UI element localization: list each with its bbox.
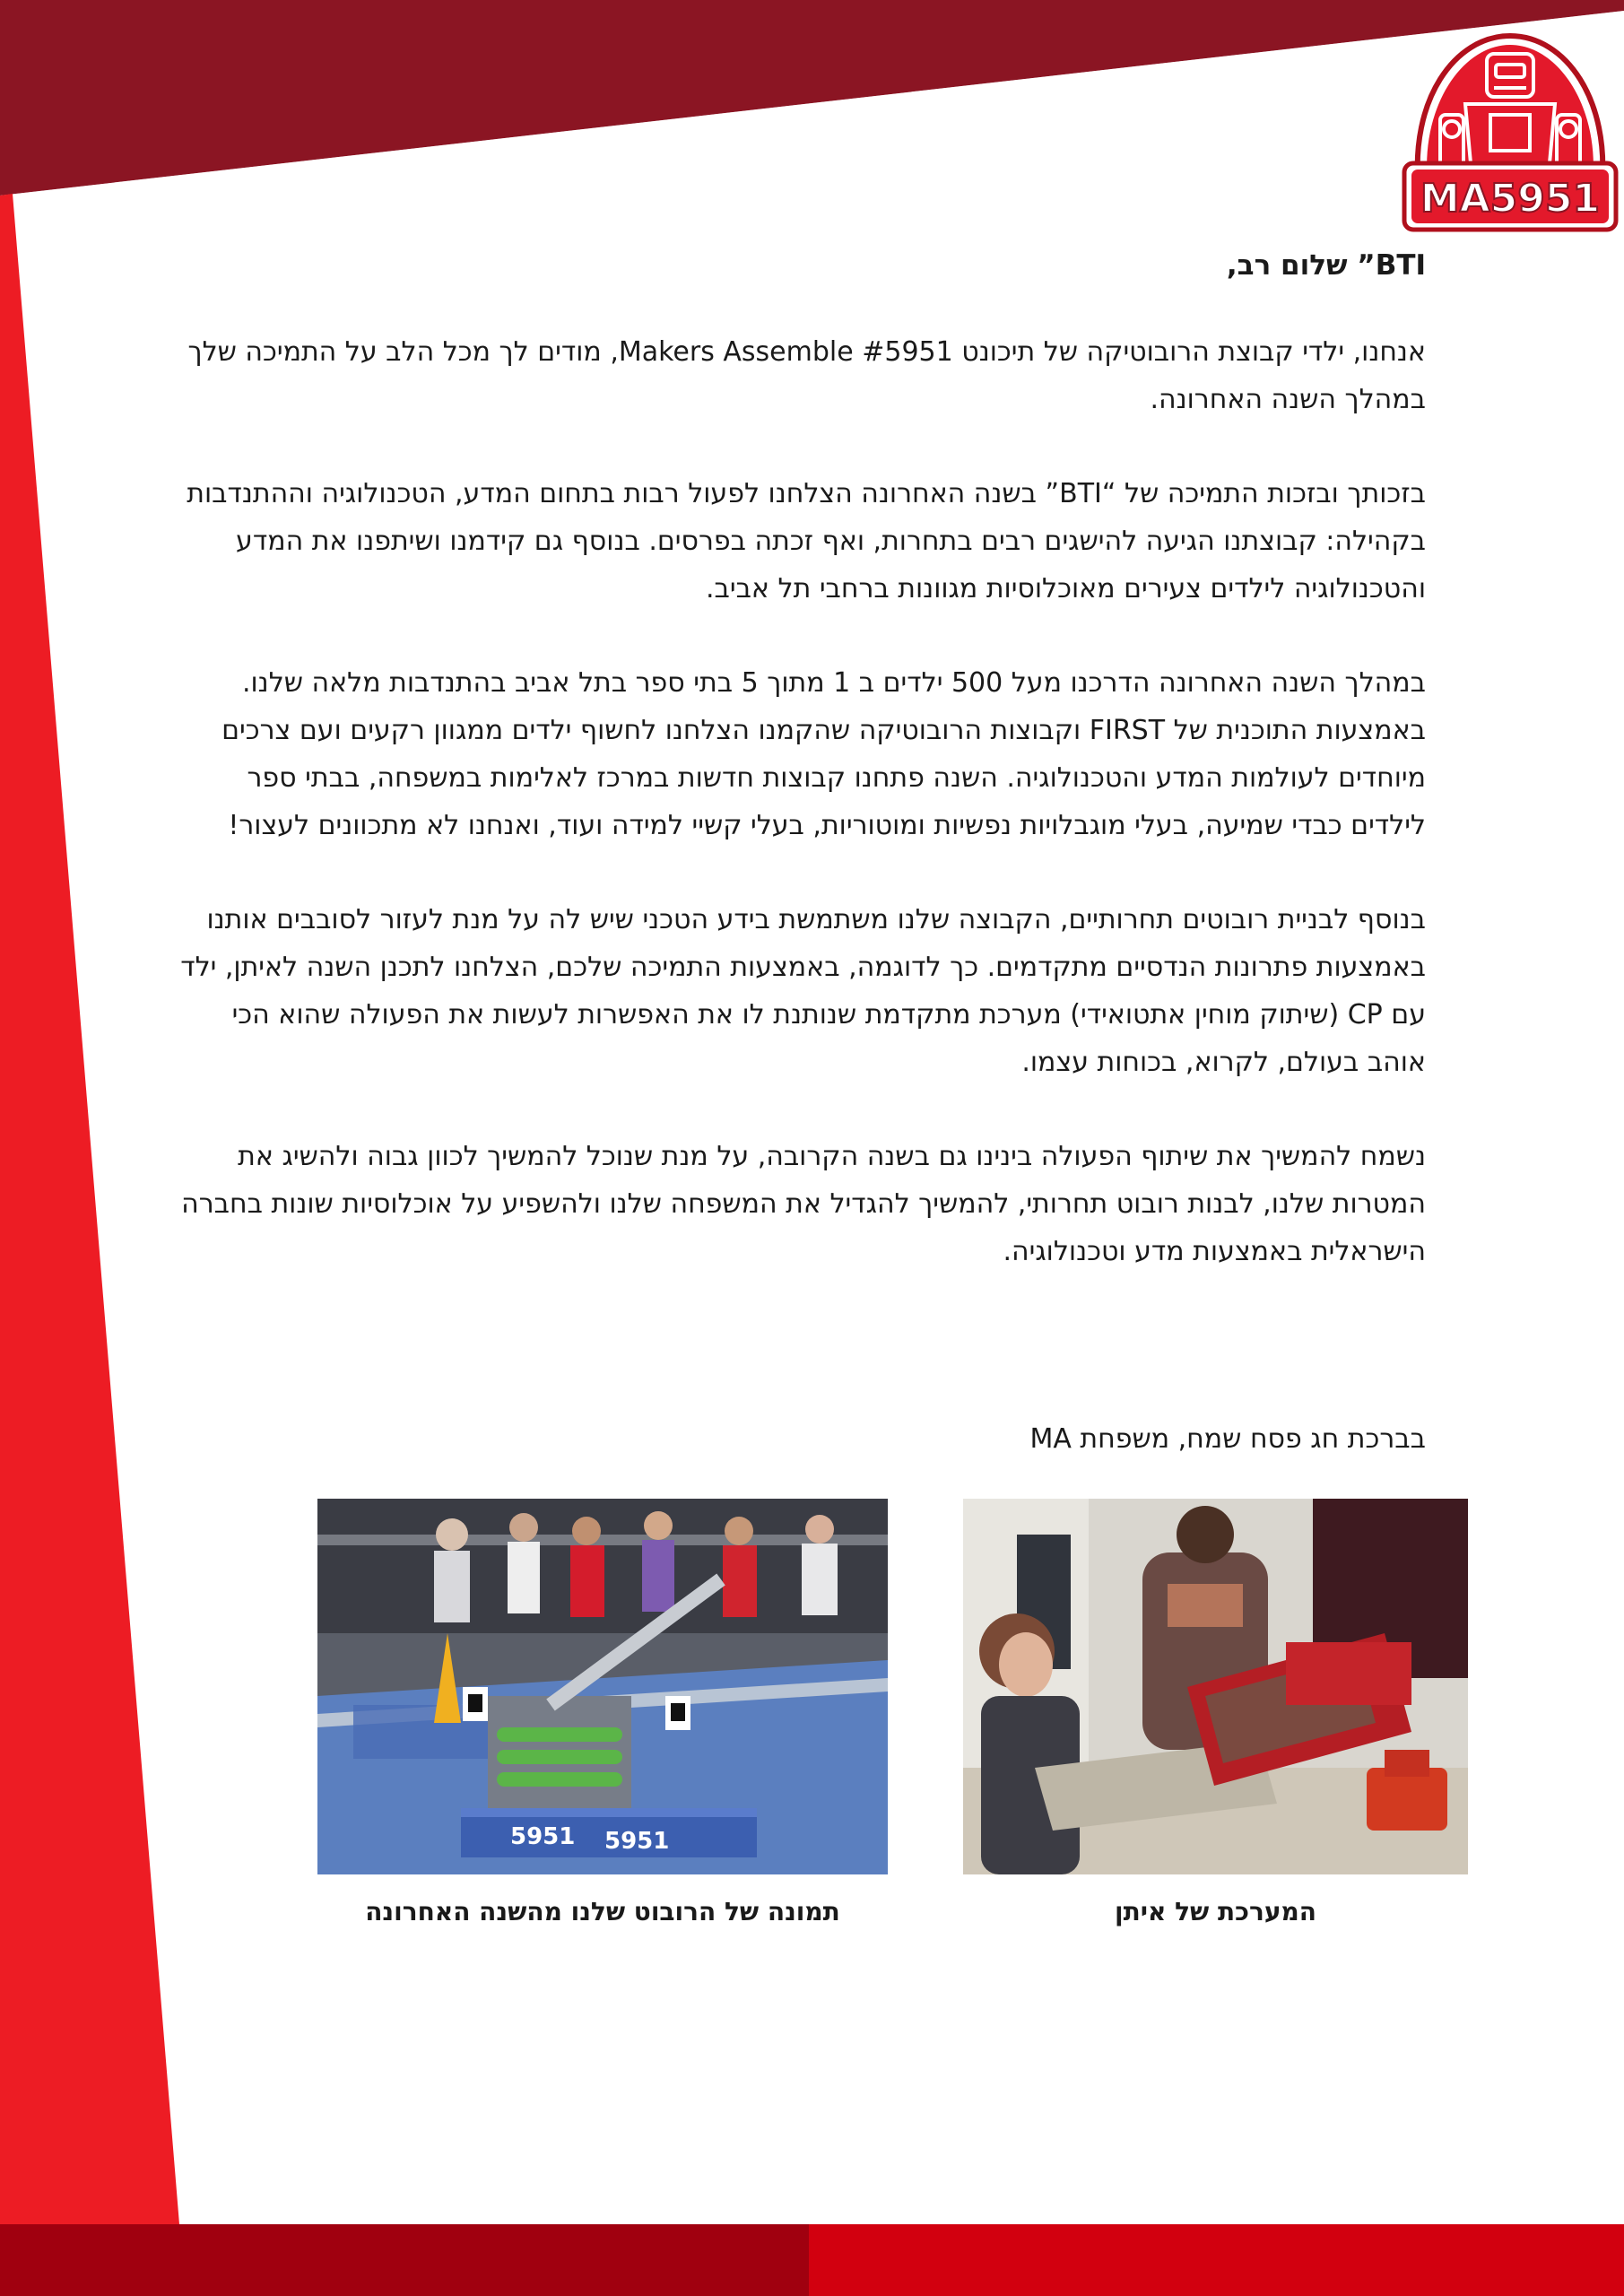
eitan-photo-caption: המערכת של איתן — [1114, 1897, 1317, 1926]
paragraph-achievements: בזכותך ובזכות התמיכה של “BTI” בשנה האחרונה הצלחנו לפעול רבות בתחום המדע, הטכנולוגיה וההתנדבות בקהילה: קבוצתנו הגיעה להישגים רבים בתחרות, ואף זכתה בפרסים. בנוסף גם קידמנו ושיתפנו את המדע והטכנולוגיה לילדים צעירים מאוכלוסיות מגוונות ברחבי תל אביב. — [187, 478, 1426, 604]
paragraph-thanks: אנחנו, ילדי קבוצת הרובוטיקה של תיכונט Makers Assemble #5951, מודים לך מכל הלב על התמיכה שלך במהלך השנה האחרונה. — [187, 336, 1426, 415]
paragraph-future: נשמח להמשיך את שיתוף הפעולה בינינו גם בשנה הקרובה, על מנת שנוכל להמשיך לכוון גבוה ולהשיג את המטרות שלנו, לבנות רובוט תחרותי, להמשיך להגדיל את המשפחה שלנו ולהשפיע על אוכלוסיות שונות בחברה הישראלית באמצעות מדע וטכנולוגיה. — [181, 1141, 1426, 1267]
robot-competition-photo — [317, 1499, 888, 1874]
team-logo — [1401, 29, 1620, 237]
bottom-band-left — [0, 2224, 809, 2296]
eitan-system-photo — [963, 1499, 1468, 1874]
robot-number-left: 5951 — [510, 1823, 576, 1850]
left-red-band — [0, 194, 179, 2224]
signoff: בברכת חג פסח שמח, משפחת MA — [1029, 1423, 1426, 1455]
paragraph-eitan-system: בנוסף לבניית רובוטים תחרותיים, הקבוצה שלנו משתמשת בידע הטכני שיש לה על מנת לעזור לסובבים אותנו באמצעות פתרונות הנדסיים מתקדמים. כך לדוגמה, באמצעות התמיכה שלכם, הצלחנו לתכנן השנה לאיתן, ילד עם CP (שיתוק מוחין אתטואידי) מערכת מתקדמת שנותנת לו את האפשרות לעשות את הפעולה שהוא הכי אוהב בעולם, לקרוא, בכוחות עצמו. — [180, 904, 1426, 1078]
robot-number-right: 5951 — [604, 1828, 670, 1855]
paragraph-volunteering: במהלך השנה האחרונה הדרכנו מעל 500 ילדים ב 1 מתוך 5 בתי ספר בתל אביב בהתנדבות מלאה שלנו. באמצעות התוכנית של FIRST וקבוצות הרובוטיקה שהקמנו הצלחנו לחשוף ילדים ממגוון רקעים ועם צרכים מיוחדים לעולמות המדע והטכנולוגיה. השנה פתחנו קבוצות חדשות במרכז לאלימות במשפחה, בבתי ספר לילדים כבדי שמיעה, בעלי מוגבלויות נפשיות ומוטוריות, בעלי קשיי למידה ועוד, ואנחנו לא מתכוונים לעצור! — [221, 667, 1426, 841]
bottom-band-right — [809, 2224, 1624, 2296]
letter-body — [179, 248, 1426, 1322]
top-red-band — [0, 0, 1624, 196]
greeting: BTI” שלום רב, — [1226, 249, 1426, 282]
robot-photo-caption: תמונה של הרובוט שלנו מהשנה האחרונה — [365, 1897, 840, 1926]
logo-text: MA5951 — [1420, 176, 1601, 222]
